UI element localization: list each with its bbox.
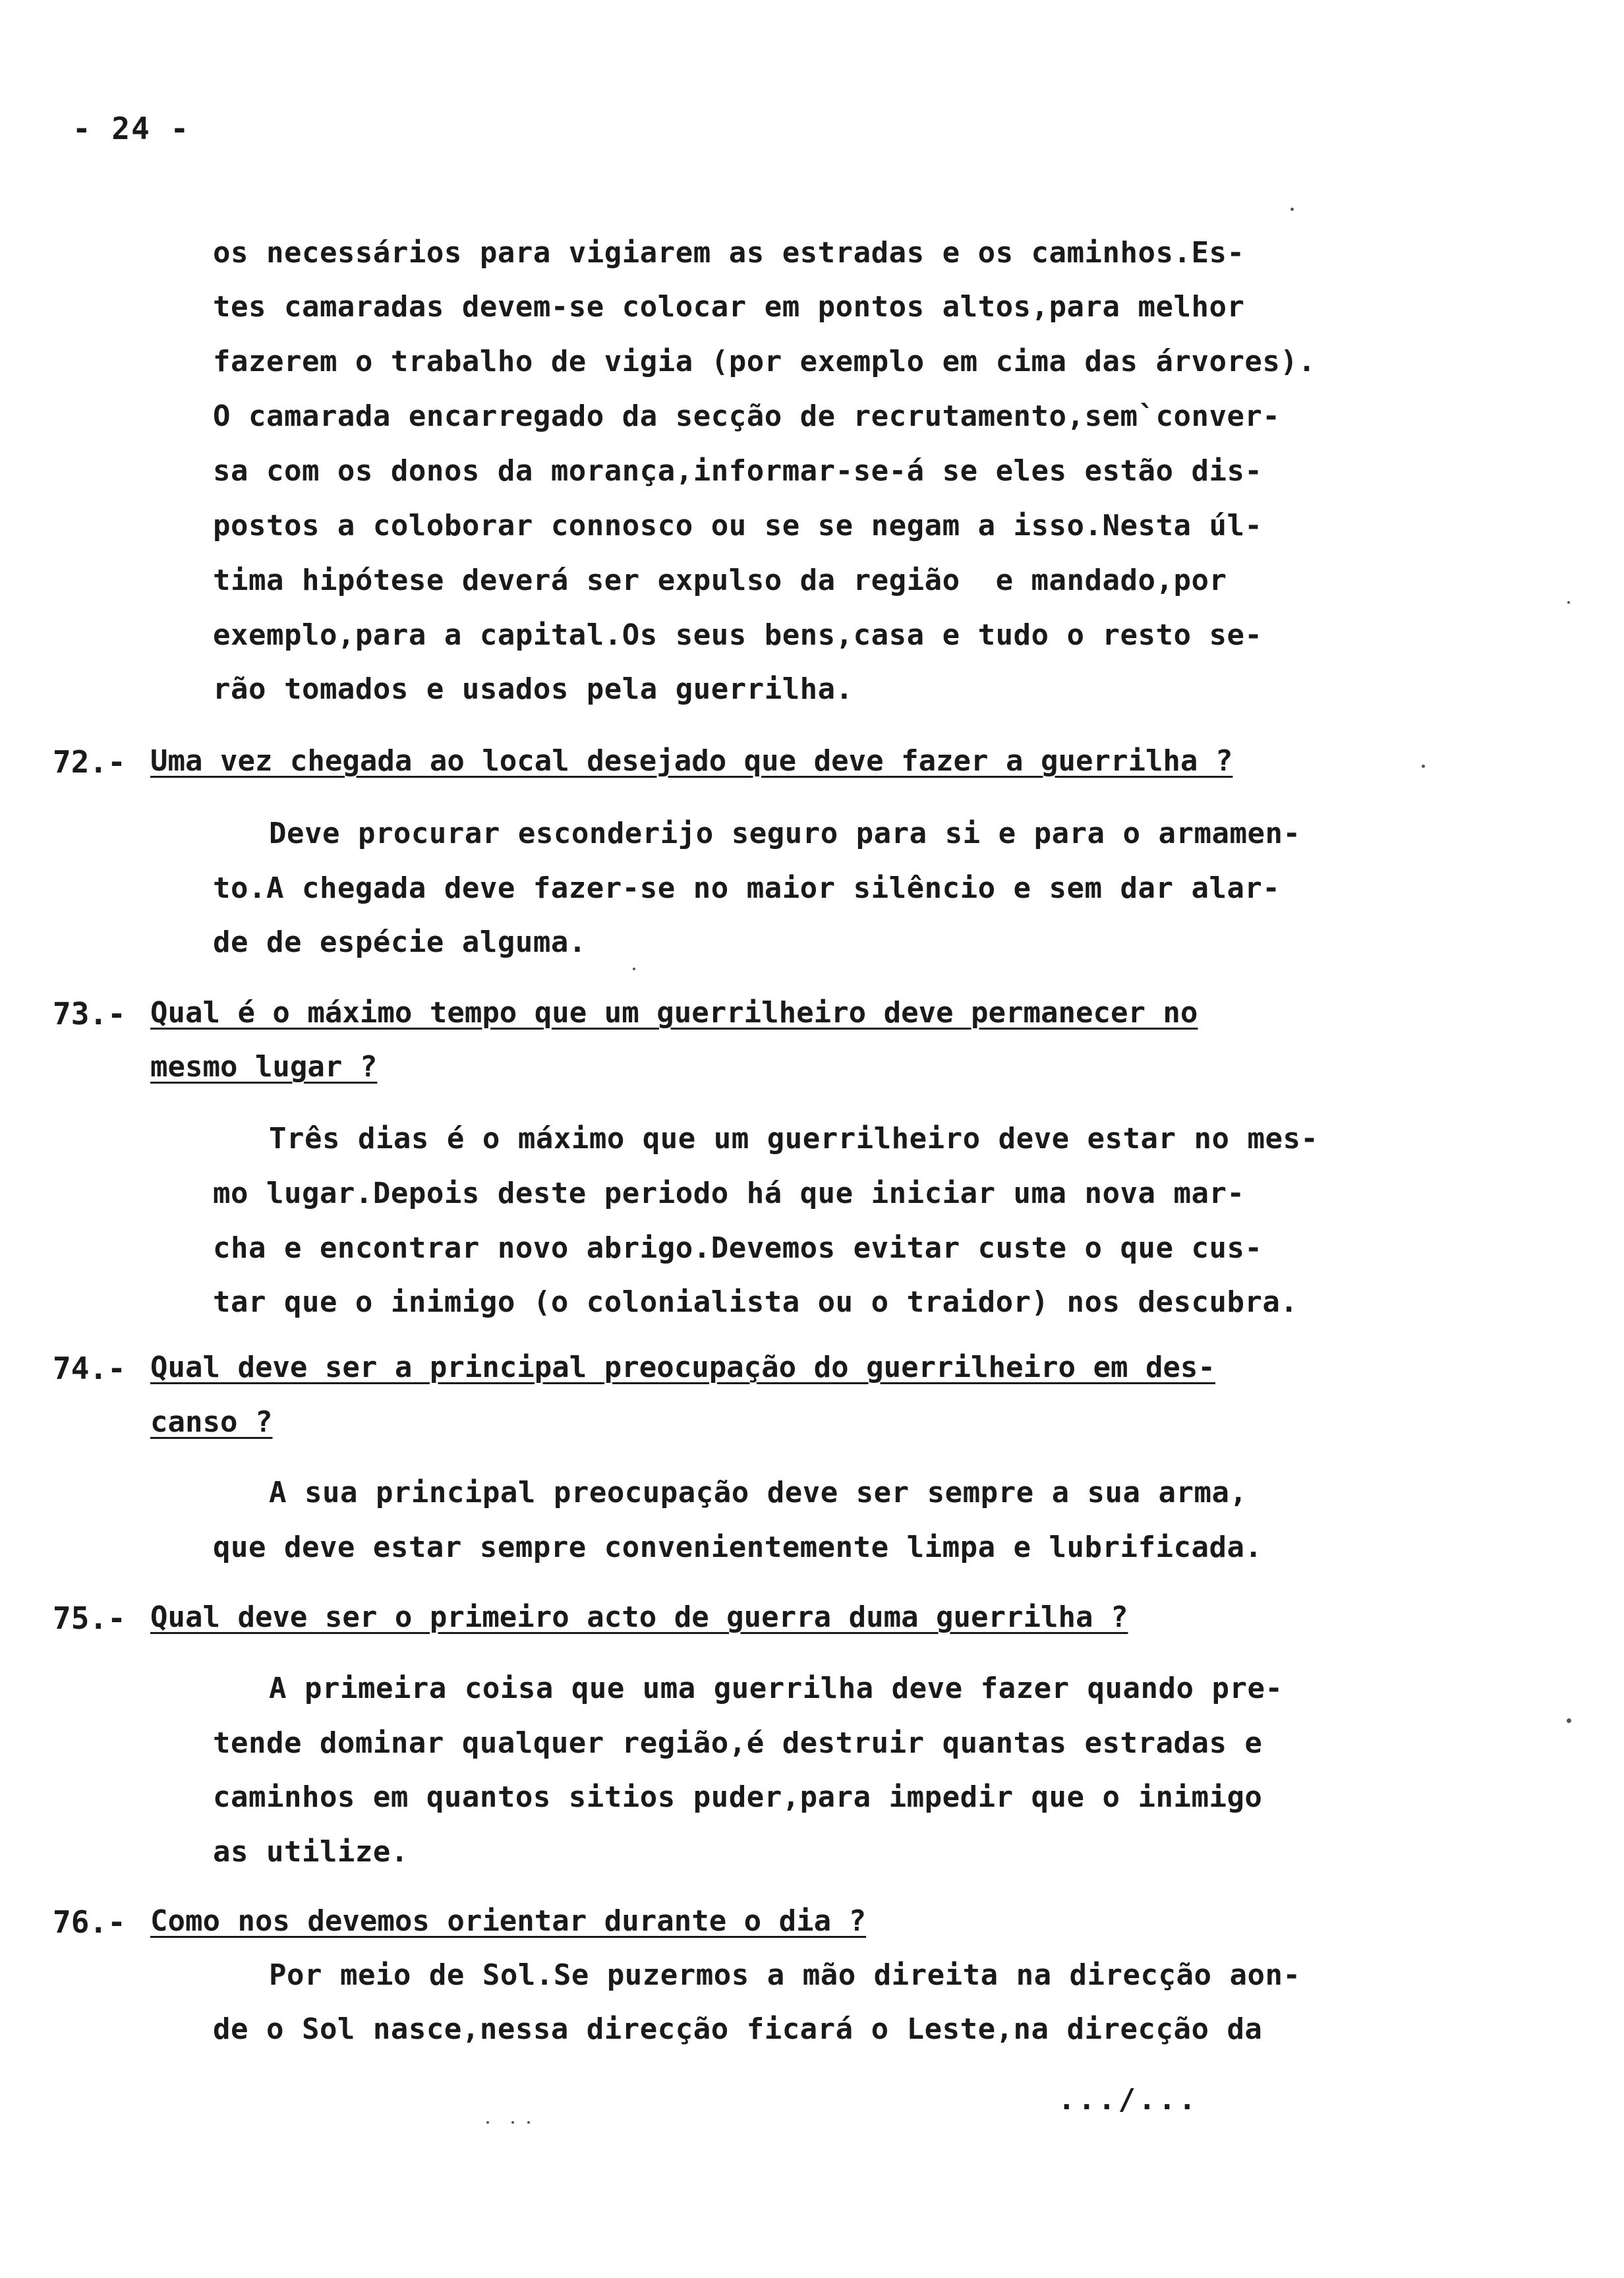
scan-speck xyxy=(486,2121,489,2124)
intro-line: tes camaradas devem-se colocar em pontos altos,para melhor xyxy=(213,290,1245,324)
scan-speck xyxy=(511,2121,514,2124)
question-text: Qual deve ser a principal preocupação do guerrilheiro em des- xyxy=(150,1351,1215,1384)
question-text: Qual é o máximo tempo que um guerrilheiro deve permanecer no xyxy=(150,996,1198,1030)
scan-speck xyxy=(1290,208,1294,211)
answer-line: to.A chegada deve fazer-se no maior silêncio e sem dar alar- xyxy=(213,871,1281,905)
answer-line: de de espécie alguma. xyxy=(213,925,587,959)
intro-line: sa com os donos da morança,informar-se-á se eles estão dis- xyxy=(213,454,1263,488)
intro-line: os necessários para vigiarem as estradas e os caminhos.Es- xyxy=(213,236,1245,270)
answer-line: caminhos em quantos sitios puder,para impedir que o inimigo xyxy=(213,1780,1263,1814)
answer-line: A primeira coisa que uma guerrilha deve fazer quando pre- xyxy=(269,1672,1283,1705)
answer-line: tende dominar qualquer região,é destruir quantas estradas e xyxy=(213,1726,1263,1760)
intro-line: postos a coloborar connosco ou se se negam a isso.Nesta úl- xyxy=(213,509,1263,542)
continuation-mark: .../... xyxy=(1058,2083,1199,2117)
question-text: Uma vez chegada ao local desejado que deve fazer a guerrilha ? xyxy=(150,744,1233,778)
question-text: canso ? xyxy=(150,1405,273,1439)
scan-speck xyxy=(1567,601,1570,604)
answer-line: Por meio de Sol.Se puzermos a mão direita na direcção aon- xyxy=(269,1958,1301,1992)
intro-line: O camarada encarregado da secção de recrutamento,sem`conver- xyxy=(213,399,1281,433)
answer-line: tar que o inimigo (o colonialista ou o traidor) nos descubra. xyxy=(213,1285,1298,1319)
question-text: mesmo lugar ? xyxy=(150,1050,378,1084)
scan-speck xyxy=(527,2121,530,2124)
scan-speck xyxy=(633,968,635,970)
scan-speck xyxy=(1422,765,1425,768)
answer-line: as utilize. xyxy=(213,1835,409,1869)
answer-line: A sua principal preocupação deve ser sempre a sua arma, xyxy=(269,1476,1248,1509)
answer-line: que deve estar sempre convenientemente limpa e lubrificada. xyxy=(213,1531,1263,1564)
intro-line: exemplo,para a capital.Os seus bens,casa e tudo o resto se- xyxy=(213,618,1263,652)
intro-line: rão tomados e usados pela guerrilha. xyxy=(213,672,854,706)
answer-line: cha e encontrar novo abrigo.Devemos evitar custe o que cus- xyxy=(213,1231,1263,1265)
question-text: Como nos devemos orientar durante o dia ? xyxy=(150,1904,867,1938)
answer-line: Deve procurar esconderijo seguro para si e para o armamen- xyxy=(269,817,1301,850)
scan-speck xyxy=(1567,1718,1571,1723)
page-number: - 24 - xyxy=(72,111,190,146)
question-text: Qual deve ser o primeiro acto de guerra duma guerrilha ? xyxy=(150,1600,1128,1634)
answer-line: Três dias é o máximo que um guerrilheiro deve estar no mes- xyxy=(269,1122,1319,1155)
question-number: 76.- xyxy=(53,1904,126,1940)
question-number: 75.- xyxy=(53,1600,126,1636)
intro-line: fazerem o trabalho de vigia (por exemplo em cima das árvores). xyxy=(213,345,1316,378)
question-number: 72.- xyxy=(53,744,126,780)
question-number: 74.- xyxy=(53,1351,126,1386)
intro-line: tima hipótese deverá ser expulso da região e mandado,por xyxy=(213,564,1227,597)
answer-line: mo lugar.Depois deste periodo há que iniciar uma nova mar- xyxy=(213,1177,1245,1210)
question-number: 73.- xyxy=(53,996,126,1032)
answer-line: de o Sol nasce,nessa direcção ficará o Leste,na direcção da xyxy=(213,2012,1263,2046)
